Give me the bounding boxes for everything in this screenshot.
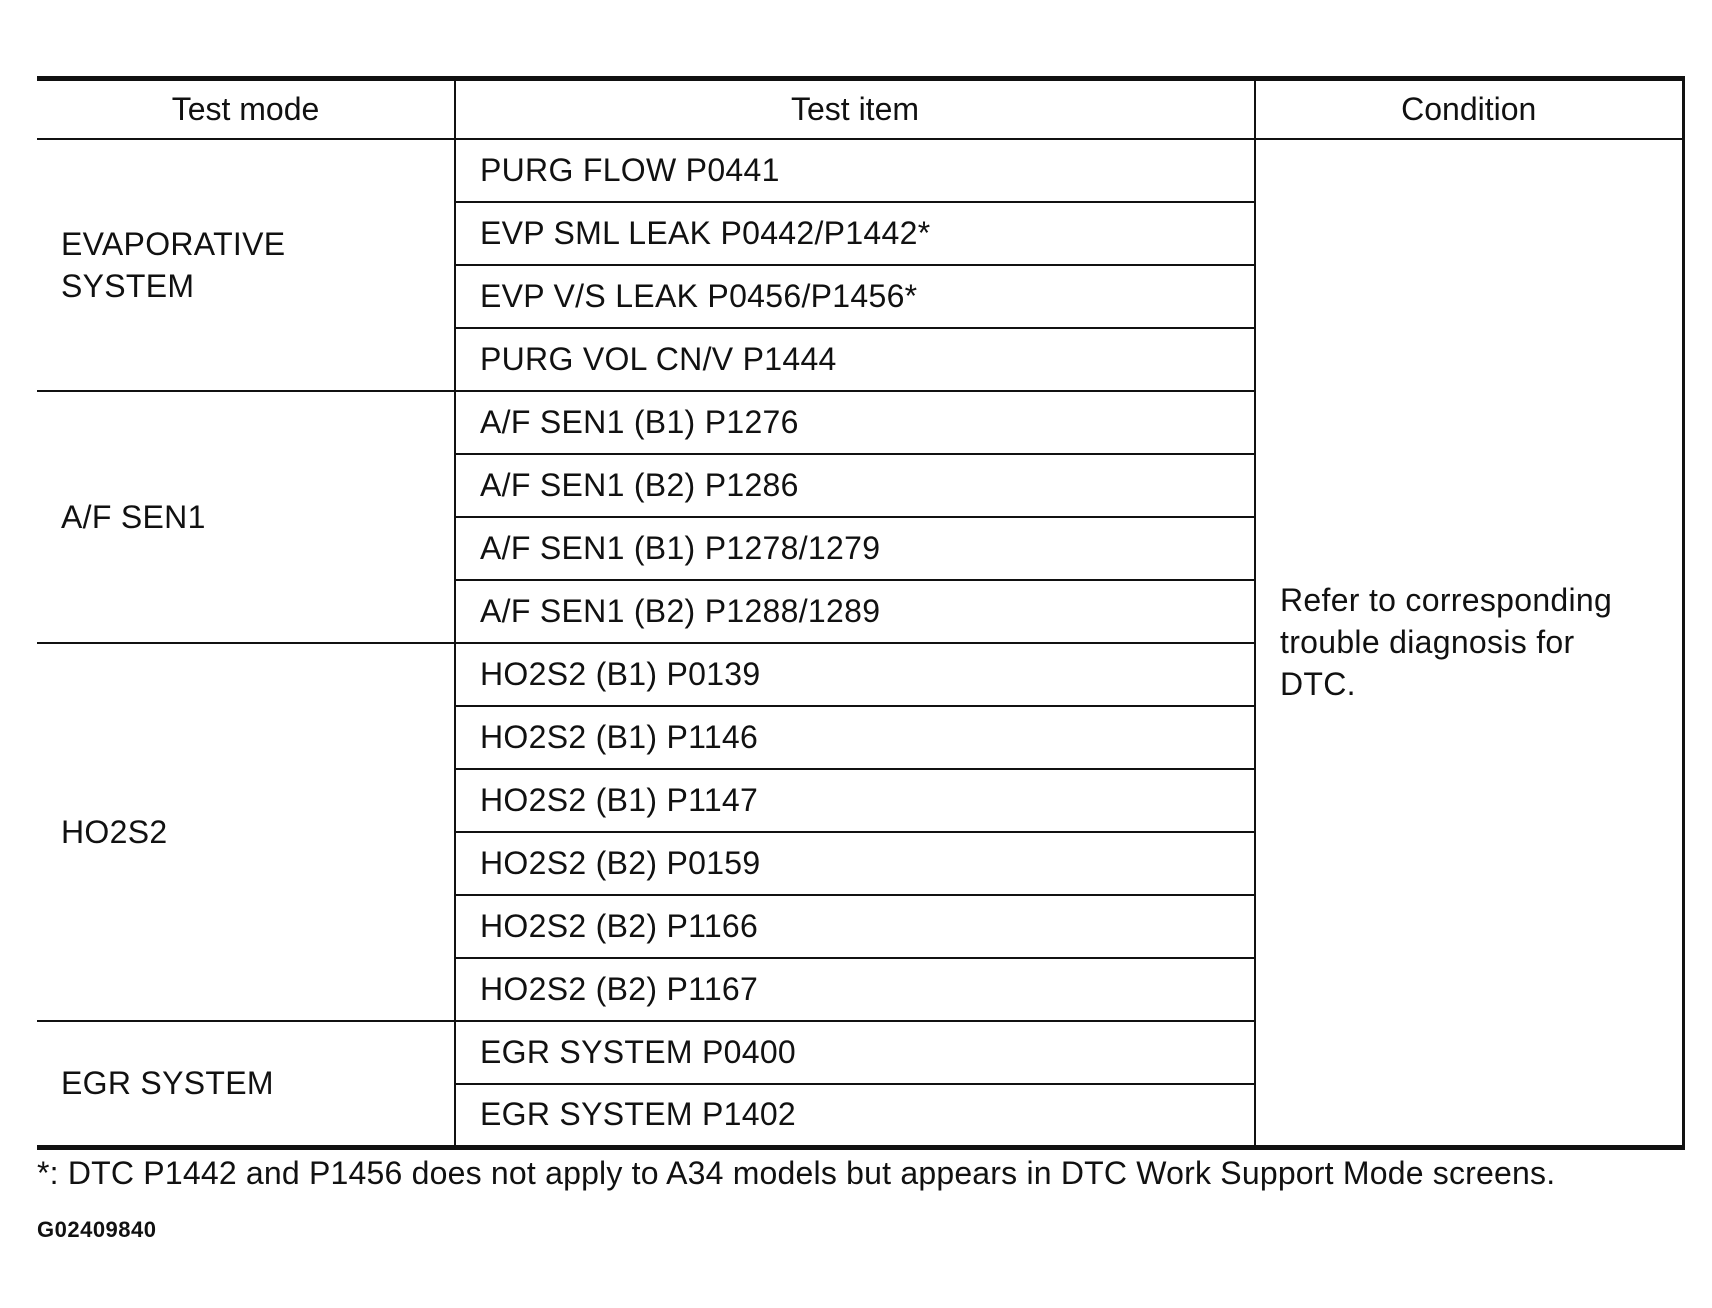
header-test-mode: Test mode [37, 79, 455, 140]
test-mode-line: EGR SYSTEM [61, 1065, 274, 1102]
test-mode-ho2s2 [37, 643, 455, 1021]
footnote: *: DTC P1442 and P1456 does not apply to A34 models but appears in DTC Work Support Mode screens. [37, 1155, 1556, 1191]
test-item: PURG FLOW P0441 [455, 139, 1255, 202]
test-mode-line: A/F SEN1 [61, 499, 206, 535]
header-test-item: Test item [455, 79, 1255, 140]
test-item: EGR SYSTEM P1402 [455, 1084, 1255, 1147]
test-item: A/F SEN1 (B2) P1288/1289 [455, 580, 1255, 643]
test-mode-egr-system [37, 1021, 455, 1147]
test-item: HO2S2 (B1) P1146 [455, 706, 1255, 769]
test-mode-evaporative-system [37, 139, 455, 391]
test-item: HO2S2 (B2) P0159 [455, 832, 1255, 895]
test-item: A/F SEN1 (B1) P1276 [455, 391, 1255, 454]
test-item: A/F SEN1 (B2) P1286 [455, 454, 1255, 517]
test-mode-line: HO2S2 [61, 814, 168, 850]
test-mode-line: SYSTEM [61, 268, 195, 304]
test-item: HO2S2 (B2) P1166 [455, 895, 1255, 958]
dtc-work-support-table [37, 76, 1685, 1150]
test-item: PURG VOL CN/V P1444 [455, 328, 1255, 391]
test-item: EVP SML LEAK P0442/P1442* [455, 202, 1255, 265]
test-item: EGR SYSTEM P0400 [455, 1021, 1255, 1084]
test-item: HO2S2 (B1) P0139 [455, 643, 1255, 706]
test-item: HO2S2 (B2) P1167 [455, 958, 1255, 1021]
figure-id: G02409840 [37, 1217, 157, 1242]
condition-line: Refer to corresponding [1280, 582, 1613, 619]
test-item: A/F SEN1 (B1) P1278/1279 [455, 517, 1255, 580]
header-row [37, 79, 1683, 140]
test-mode-line: EVAPORATIVE [61, 226, 286, 262]
test-item: HO2S2 (B1) P1147 [455, 769, 1255, 832]
test-mode-af-sen1 [37, 391, 455, 643]
header-condition: Condition [1255, 79, 1683, 140]
table-row [37, 139, 1683, 202]
condition-line: trouble diagnosis for [1280, 624, 1575, 661]
condition-cell [1255, 139, 1683, 1147]
condition-line: DTC. [1280, 666, 1356, 703]
test-item: EVP V/S LEAK P0456/P1456* [455, 265, 1255, 328]
